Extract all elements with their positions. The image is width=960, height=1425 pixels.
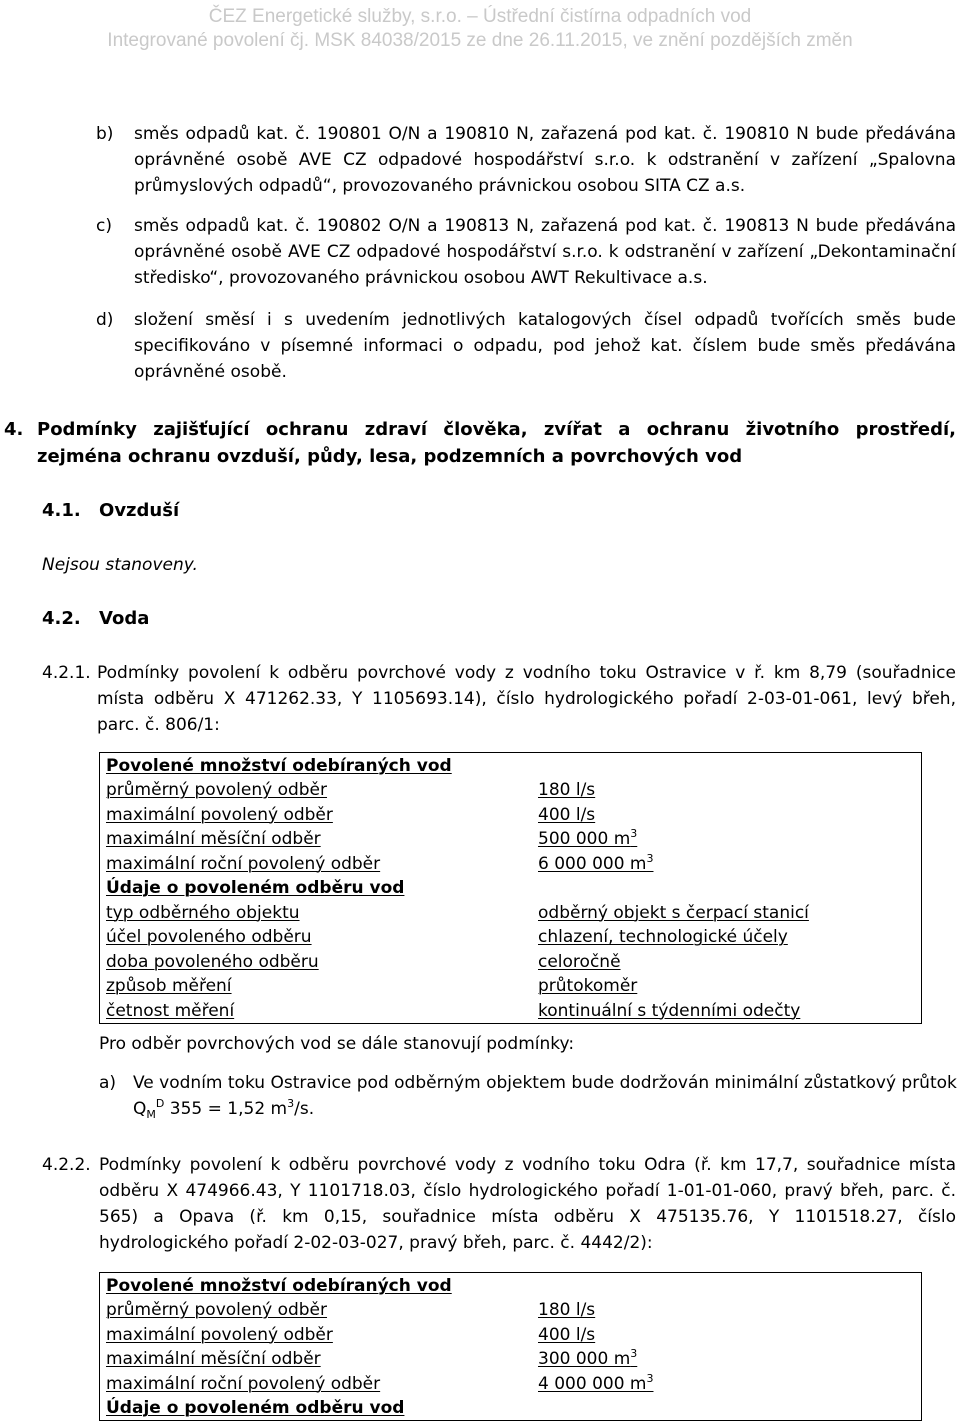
- row-label: maximální povolený odběr: [106, 804, 333, 825]
- condition-a-text: Ve vodním toku Ostravice pod odběrným objektem bude dodržován minimální zůstatkový průtok: [133, 1073, 957, 1093]
- row-label: maximální povolený odběr: [106, 1324, 333, 1345]
- table-row: [100, 925, 922, 950]
- section-4-1-title: Ovzduší: [99, 500, 180, 521]
- list-marker-c: c): [96, 216, 112, 236]
- row-label: účel povoleného odběru: [106, 927, 312, 947]
- table-row: [100, 827, 922, 852]
- row-value: průtokoměr: [538, 976, 638, 996]
- list-item-c: [96, 213, 956, 291]
- row-value: celoročně: [538, 951, 621, 972]
- row-value: kontinuální s týdenními odečty: [538, 1000, 801, 1021]
- table-row: [100, 949, 922, 974]
- row-value: 6 000 000 $m^3$: [538, 851, 654, 874]
- table-withdrawal-ostravice: [99, 752, 922, 1024]
- list-text-b: směs odpadů kat. č. 190801 O/N a 190810 N, zařazená pod kat. č. 190810 N bude předávána oprávněné osobě AVE CZ odpadové hospodářství s.r.o. k odstranění v zařízení „Spalovna průmyslových odpadů“, provozovaného právnickou osobou SITA CZ a.s.: [134, 124, 956, 196]
- section-4-2-heading: [42, 605, 149, 632]
- section-4-2-1-number: 4.2.1.: [42, 663, 91, 683]
- list-text-d: složení směsí i s uvedením jednotlivých katalogových čísel odpadů tvořících směs bude specifikováno v písemné informaci o odpadu, pod jehož kat. číslem bude směs předávána oprávněné osobě.: [134, 310, 956, 382]
- row-label: maximální měsíční odběr: [106, 1349, 321, 1369]
- row-value: 400 l/s: [538, 1324, 596, 1345]
- list-text-c: směs odpadů kat. č. 190802 O/N a 190813 N, zařazená pod kat. č. 190813 N bude předávána oprávněné osobě AVE CZ odpadové hospodářství s.r.o. k odstranění v zařízení „Dekontaminační středisko“, provozovaného právnickou osobou AWT Rekultivace a.s.: [134, 216, 956, 288]
- table-row: [100, 802, 922, 827]
- section-4-heading: [4, 416, 956, 470]
- table-heading-details: Údaje o povoleném odběru vod: [106, 1398, 405, 1418]
- section-4-2-title: Voda: [99, 608, 150, 629]
- row-label: doba povoleného odběru: [106, 951, 319, 972]
- conditions-intro: Pro odběr povrchových vod se dále stanovují podmínky:: [99, 1034, 575, 1054]
- list-item-b: [96, 121, 956, 199]
- section-4-title: Podmínky zajišťující ochranu zdraví člověka, zvířat a ochranu životního prostředí, zejména ochranu ovzduší, půdy, lesa, podzemních a povrchových vod: [37, 419, 956, 467]
- row-label: maximální roční povolený odběr: [106, 853, 381, 874]
- list-marker-d: d): [96, 310, 114, 330]
- row-label: maximální měsíční odběr: [106, 829, 321, 849]
- table-row: [100, 1322, 922, 1347]
- header-permit: Integrované povolení čj. MSK 84038/2015 ze dne 26.11.2015, ve znění pozdějších změn: [107, 30, 853, 51]
- header-company: ČEZ Energetické služby, s.r.o. – Ústřední čistírna odpadních vod: [208, 6, 752, 27]
- page-header: [0, 0, 960, 53]
- row-value: 400 l/s: [538, 804, 596, 825]
- table-row: [100, 998, 922, 1023]
- section-4-2-number: 4.2.: [42, 608, 81, 629]
- table-row: [100, 778, 922, 803]
- table-row: [100, 851, 922, 876]
- row-label: četnost měření: [106, 1000, 235, 1021]
- section-4-2-1-text: Podmínky povolení k odběru povrchové vody z vodního toku Ostravice v ř. km 8,79 (souřadnice místa odběru X 471262.33, Y 1105693.14), číslo hydrologického pořadí 2-03-01-061, levý břeh, parc. č. 806/1:: [97, 663, 956, 735]
- row-label: průměrný povolený odběr: [106, 1300, 328, 1320]
- list-item-d: [96, 307, 956, 385]
- section-4-1-note: Nejsou stanoveny.: [42, 555, 198, 575]
- row-value: odběrný objekt s čerpací stanicí: [538, 902, 809, 923]
- row-label: typ odběrného objektu: [106, 902, 300, 923]
- row-value: 300 000 $m^3$: [538, 1347, 638, 1369]
- condition-a: [99, 1070, 957, 1122]
- table-heading-amounts: Povolené množství odebíraných vod: [106, 755, 452, 776]
- table-row: [100, 974, 922, 999]
- section-4-1-number: 4.1.: [42, 500, 81, 521]
- section-4-2-2: [42, 1152, 956, 1256]
- table-heading-details: Údaje o povoleném odběru vod: [106, 878, 405, 898]
- section-4-2-2-text: Podmínky povolení k odběru povrchové vody z vodního toku Odra (ř. km 17,7, souřadnice místa odběru X 474966.43, Y 1101718.03, číslo hydrologického pořadí 1-01-01-060, pravý břeh, parc. č. 565) a Opava (ř. km 0,15, souřadnice místa odběru X 475135.76, Y 1101518.27, číslo hydrologického pořadí 2-02-03-027, pravý břeh, parc. č. 4442/2):: [99, 1155, 956, 1253]
- row-label: maximální roční povolený odběr: [106, 1373, 381, 1394]
- table-row: [100, 1298, 922, 1323]
- row-label: průměrný povolený odběr: [106, 780, 328, 800]
- table-row: [100, 1347, 922, 1372]
- section-4-number: 4.: [4, 419, 24, 440]
- row-value: 180 l/s: [538, 1300, 596, 1320]
- condition-a-marker: a): [99, 1073, 117, 1093]
- row-value: 4 000 000 $m^3$: [538, 1371, 654, 1394]
- table-withdrawal-odra-opava: [99, 1272, 922, 1421]
- table-row: [100, 1371, 922, 1396]
- table-heading-amounts: Povolené množství odebíraných vod: [106, 1275, 452, 1296]
- row-value: 180 l/s: [538, 780, 596, 800]
- row-label: způsob měření: [106, 976, 232, 996]
- section-4-2-1: [42, 660, 956, 738]
- table-row: [100, 900, 922, 925]
- list-marker-b: b): [96, 124, 114, 144]
- section-4-2-2-number: 4.2.2.: [42, 1155, 91, 1175]
- row-value: 500 000 $m^3$: [538, 827, 638, 849]
- section-4-1-heading: [42, 497, 179, 524]
- row-value: chlazení, technologické účely: [538, 927, 788, 947]
- condition-a-formula: $Q_M^D$ 355 = 1,52 $m^3/s$.: [133, 1097, 315, 1121]
